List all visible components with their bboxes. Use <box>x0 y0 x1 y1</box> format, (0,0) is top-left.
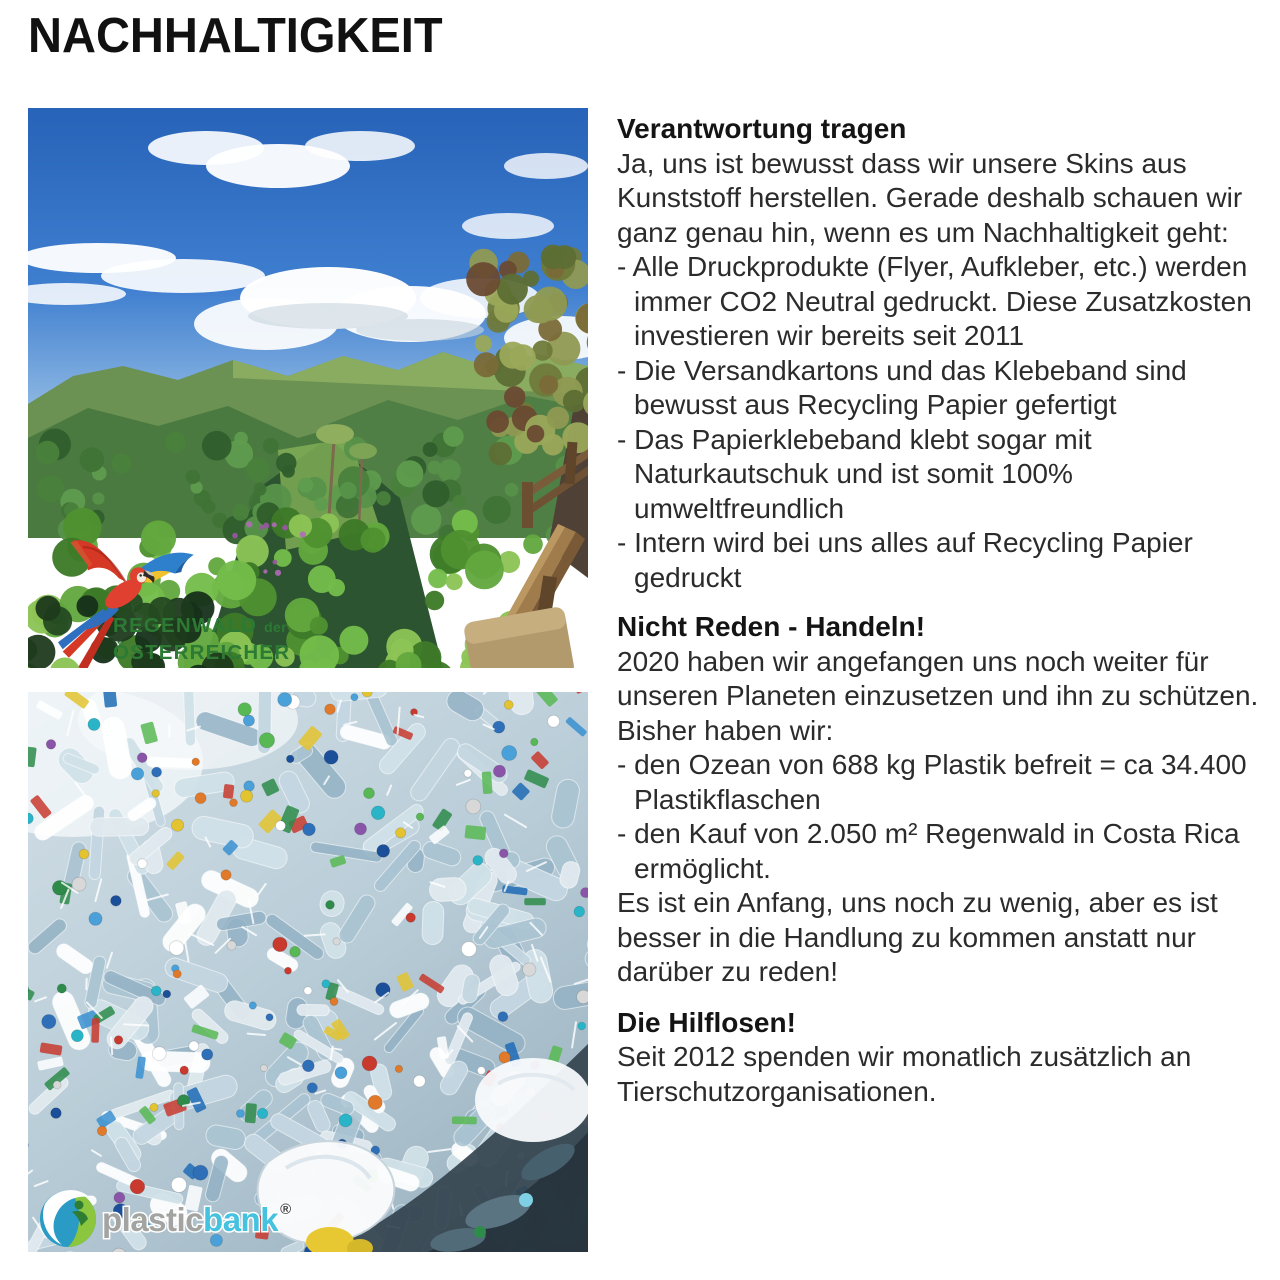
paragraph: Ja, uns ist bewusst dass wir unsere Skins aus Kunststoff herstellen. Gerade deshalb schauen wir ganz genau hin, wenn es um Nachhaltigkeit geht: <box>617 147 1243 248</box>
page-title: NACHHALTIGKEIT <box>28 9 443 63</box>
section-heading: Verantwortung tragen <box>617 113 907 144</box>
content-column <box>617 112 1267 1109</box>
paragraph: Es ist ein Anfang, uns noch zu wenig, aber es ist besser in die Handlung zu kommen anstatt nur darüber zu reden! <box>617 887 1218 987</box>
bullet-item: - den Ozean von 688 kg Plastik befreit = ca 34.400 Plastikflaschen <box>617 749 1247 815</box>
section-heading: Die Hilflosen! <box>617 1006 796 1038</box>
bullet-item: - Die Versandkartons und das Klebeband sind bewusst aus Recycling Papier gefertigt <box>617 354 1187 420</box>
bullet-item: - Intern wird bei uns alles auf Recycling Papier gedruckt <box>617 527 1193 593</box>
regenwald-logo-line2: ÖSTERREICHER <box>113 641 291 664</box>
rainforest-illustration <box>28 108 588 668</box>
bullet-item: - den Kauf von 2.050 m² Regenwald in Costa Rica ermöglicht. <box>617 818 1240 884</box>
plasticbank-logo-text: plasticbank ® <box>102 1201 292 1238</box>
section-heading: Nicht Reden - Handeln! <box>617 611 926 642</box>
list-label: Bisher haben wir: <box>617 714 834 746</box>
bullet-item: - Alle Druckprodukte (Flyer, Aufkleber, etc.) werden immer CO2 Neutral gedruckt. Diese Zusatzkosten investieren wir bereits seit 2011 <box>617 251 1252 351</box>
paragraph: Seit 2012 spenden wir monatlich zusätzlich an Tierschutzorganisationen. <box>617 1041 1192 1107</box>
plastic-bottles-photo <box>28 692 588 1252</box>
section-hilflosen <box>617 1006 1267 1110</box>
regenwald-logo-line1: REGENWALD der <box>113 614 288 637</box>
section-handeln <box>617 610 1267 990</box>
plastic-bottles-illustration <box>28 692 588 1252</box>
rainforest-photo <box>28 108 588 668</box>
section-verantwortung <box>617 112 1267 595</box>
paragraph: 2020 haben wir angefangen uns noch weiter für unseren Planeten einzusetzen und ihn zu schützen. <box>617 645 1259 711</box>
bullet-item: - Das Papierklebeband klebt sogar mit Naturkautschuk und ist somit 100% umweltfreundlich <box>617 423 1092 524</box>
